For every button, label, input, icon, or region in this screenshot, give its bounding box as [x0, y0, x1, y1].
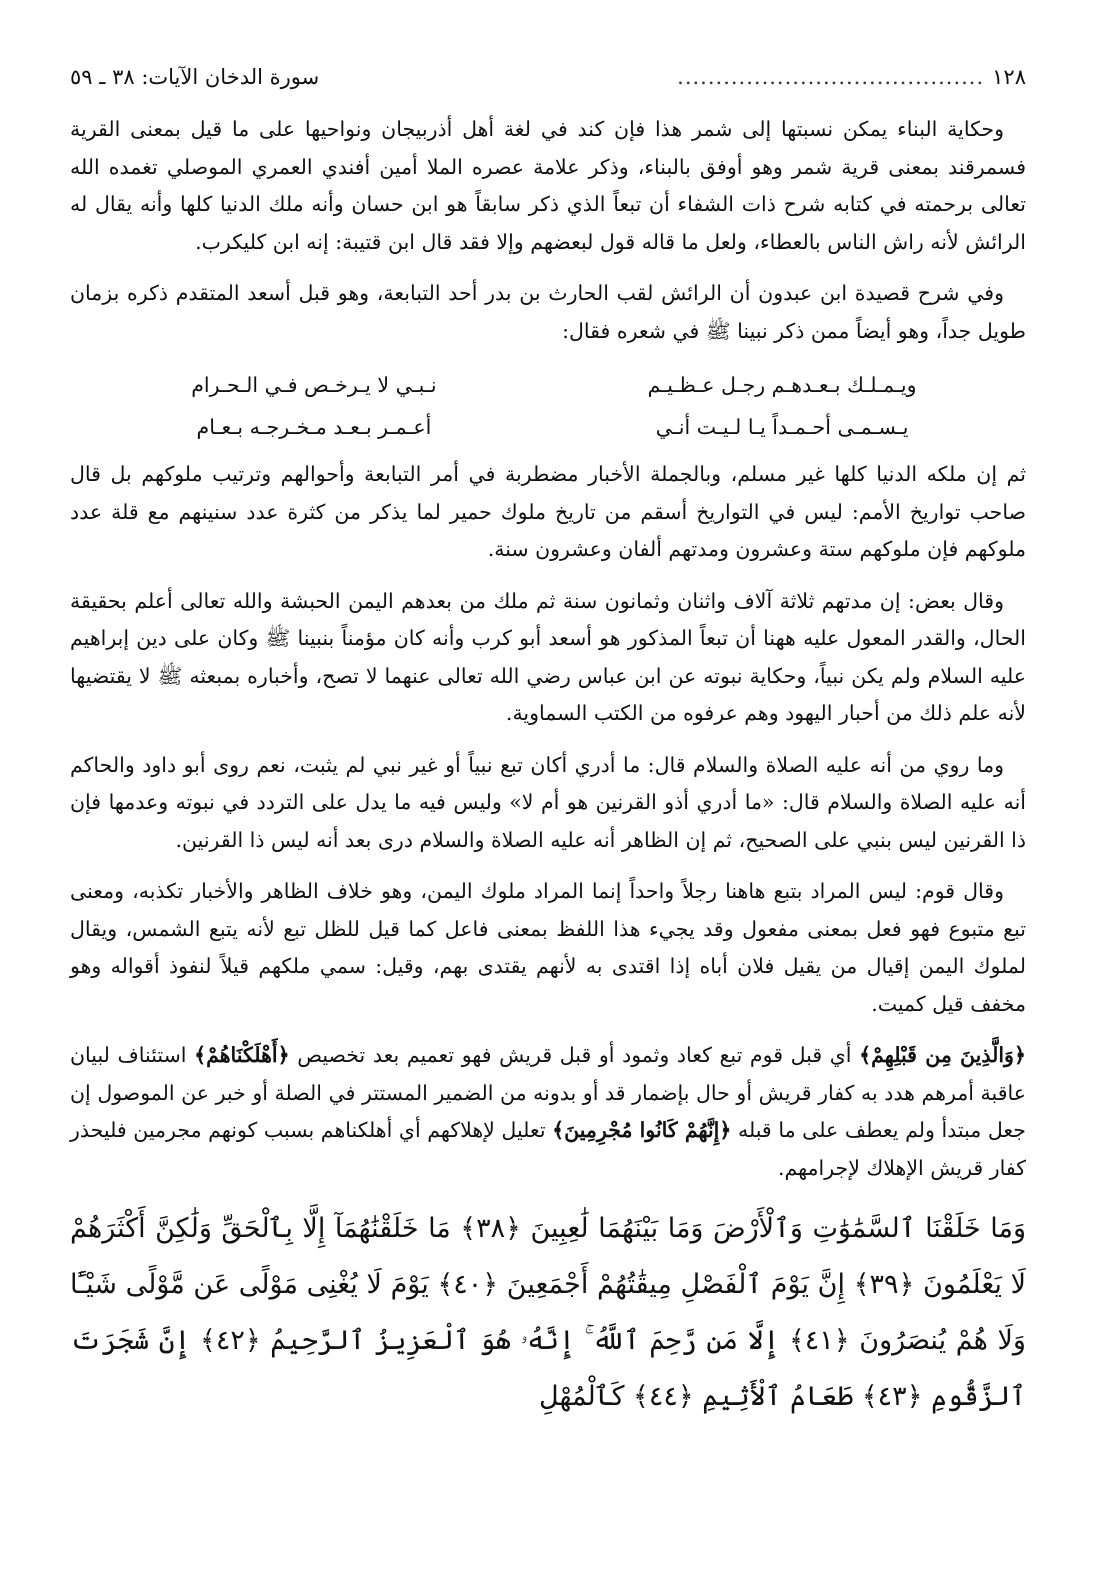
tafsir-paragraph	[70, 1037, 1026, 1187]
paragraph-5: وما روي من أنه عليه الصلاة والسلام قال: ما أدري أكان تبع نبياً أو غير نبي لم يثبت، نعم روى أبو داود والحاكم أنه عليه الصلاة والسلام قال: «ما أدري أذو القرنين هو أم لا» وليس فيه ما يدل على التردد في نبوته وعدمها فإن ذا القرنين ليس بنبي على الصحيح، ثم إن الظاهر أنه عليه الصلاة والسلام درى بعد أنه ليس ذا القرنين.	[70, 752, 1026, 852]
paragraph-1: وحكاية البناء يمكن نسبتها إلى شمر هذا فإن كند في لغة أهل أذربيجان ونواحيها على ما قيل بمعنى القرية فسمرقند بمعنى قرية شمر وهو أوفق بالبناء، وذكر علامة عصره الملا أمين أفندي العمري الموصلي تغمده الله تعالى برحمته في كتابه شرح ذات الشفاء أن تبعاً الذي ذكر سابقاً هو ابن حسان وأنه ملك الدنيا كلها وأنه يقال له الرائش لأنه راش الناس بالعطاء، ولعل ما قاله قول لبعضهم وإلا فقد قال ابن قتيبة: إنه ابن كليكرب.	[70, 117, 1026, 254]
poem	[70, 364, 1026, 448]
header-right	[677, 62, 1026, 92]
paragraph-4: وقال بعض: إن مدتهم ثلاثة آلاف واثنان وثمانون سنة ثم ملك من بعدهم اليمن الحبشة والله تعالى أعلم بحقيقة الحال، والقدر المعول عليه ههنا أن تبعاً المذكور هو أسعد أبو كرب وأنه كان مؤمناً بنبينا ﷺ وكان على دين إبراهيم عليه السلام ولم يكن نبياً، وحكاية نبوته عن ابن عباس رضي الله تعالى عنهما لا تصح، وأخباره بمبعثه ﷺ لا يقتضيها لأنه علم ذلك من أحبار اليهود وهم عرفوه من الكتب السماوية.	[70, 588, 1026, 725]
tafsir-text: تعليل لإهلاكهم أي أهلكناهم بسبب كونهم مجرمين فليحذر كفار قريش الإهلاك لإجرامهم.	[70, 1118, 1026, 1180]
poem-hemistich-second: أعـمـر بـعـد مـخـرجـه بـعـام	[196, 415, 432, 439]
page-header	[70, 62, 1026, 93]
paragraph-6: وقال قوم: ليس المراد بتبع هاهنا رجلاً واحداً إنما المراد ملوك اليمن، وهو خلاف الظاهر والأخبار تكذبه، ومعنى تبع متبوع فهو فعل بمعنى مفعول وقد يجيء هذا اللفظ بمعنى فاعل كما قيل للظل تبع لأنه يتبع الشمس، ويقال لملوك اليمن إقيال من يقيل فلان أباه إذا اقتدى به لأنهم يقتدى بهم، وقيل: سمي ملكهم قيلاً لنفوذ أقواله وهو مخفف قيل كميت.	[70, 879, 1026, 1016]
quran-quote: ﴿وَالَّذِينَ مِن قَبْلِهِمْ﴾	[859, 1043, 1026, 1067]
poem-verse-2	[70, 406, 1026, 448]
poem-hemistich-first: ويـمـلـك بـعـدهـم رجـل عـظـيـم	[647, 373, 917, 397]
poem-hemistich-second: نـبـي لا يـرخـص فـي الـحـرام	[191, 373, 437, 397]
paragraph-2: وفي شرح قصيدة ابن عبدون أن الرائش لقب الحارث بن بدر أحد التبابعة، وهو قبل أسعد المتقدم ذكره بزمان طويل جداً، وهو أيضاً ممن ذكر نبينا ﷺ في شعره فقال:	[70, 281, 1026, 343]
poem-verse-1	[70, 364, 1026, 406]
header-dots: ........................................	[677, 65, 985, 89]
quran-verses-block: وَمَا خَلَقْنَا ٱلسَّمَٰوَٰتِ وَٱلْأَرْضَ وَمَا بَيْنَهُمَا لَٰعِبِينَ ﴿٣٨﴾ مَا خَلَقْنَٰهُمَآ إِلَّا بِٱلْحَقِّ وَلَٰكِنَّ أَكْثَرَهُمْ لَا يَعْلَمُونَ ﴿٣٩﴾ إِنَّ يَوْمَ ٱلْفَصْلِ مِيقَٰتُهُمْ أَجْمَعِينَ ﴿٤٠﴾ يَوْمَ لَا يُغْنِى مَوْلًى عَن مَّوْلًى شَيْـًٔا وَلَا هُمْ يُنصَرُونَ ﴿٤١﴾ إِلَّا مَن رَّحِمَ ٱللَّهُ ۚ إِنَّهُۥ هُوَ ٱلْعَزِيزُ ٱلرَّحِيمُ ﴿٤٢﴾ إِنَّ شَجَرَتَ ٱلزَّقُّومِ ﴿٤٣﴾ طَعَامُ ٱلْأَثِيمِ ﴿٤٤﴾ كَٱلْمُهْلِ	[70, 1213, 1026, 1412]
quran-quote: ﴿إِنَّهُمْ كَانُوا مُجْرِمِينَ﴾	[552, 1118, 732, 1142]
tafsir-text: استئناف لبيان عاقبة أمرهم هدد به كفار قريش أو حال بإضمار قد أو بدونه من الضمير المستتر في الصلة أو خبر عن الموصول إن جعل مبتدأ ولم يعطف على ما قبله	[70, 1043, 1026, 1142]
surah-title: سورة الدخان الآيات: ٣٨ ـ ٥٩	[70, 65, 320, 89]
poem-hemistich-first: يـسـمـى أحـمـداً يـا لـيـت أنـي	[655, 415, 909, 439]
quran-quote: ﴿أَهْلَكْنَاهُمْ﴾	[194, 1043, 290, 1067]
page-number: ١٢٨	[992, 65, 1026, 89]
tafsir-text: أي قبل قوم تبع كعاد وثمود أو قبل قريش فهو تعميم بعد تخصيص	[289, 1043, 860, 1067]
paragraph-3: ثم إن ملكه الدنيا كلها غير مسلم، وبالجملة الأخبار مضطربة في أمر التبابعة وأحوالهم وترتيب ملوكهم بل قال صاحب تواريخ الأمم: ليس في التواريخ أسقم من تاريخ ملوك حمير لما يذكر من كثرة عدد سنينهم مع قلة عدد ملوكهم فإن ملوكهم ستة وعشرون ومدتهم ألفان وعشرون سنة.	[70, 462, 1026, 561]
